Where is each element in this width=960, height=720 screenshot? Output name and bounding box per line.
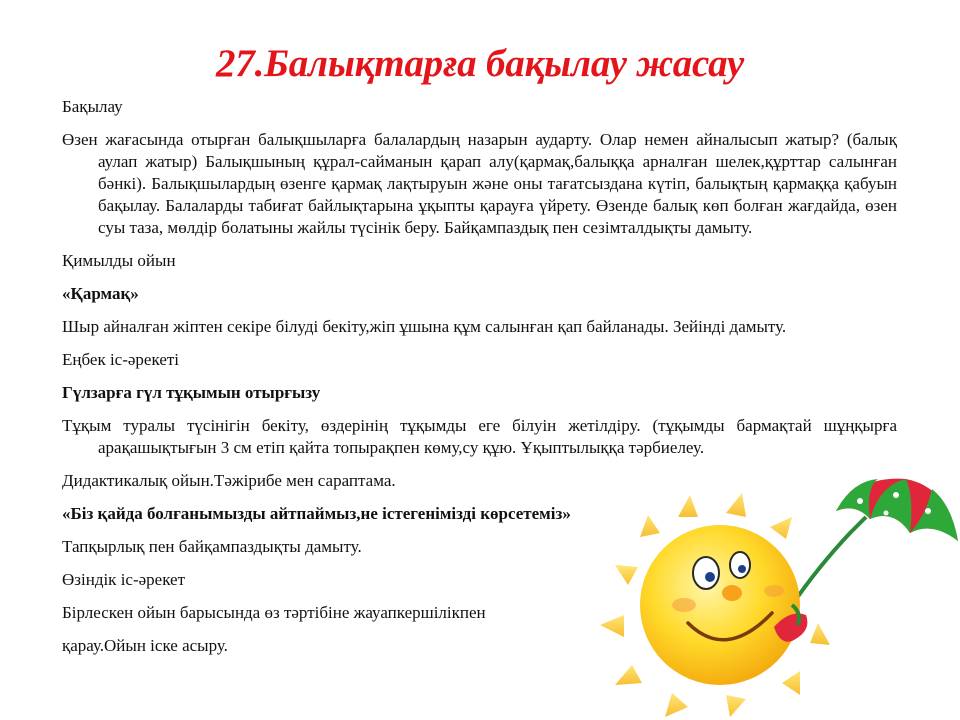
- slide-title: 27.Балықтарға бақылау жасау: [215, 42, 744, 85]
- paragraph-didactic-heading: Дидактикалық ойын.Тәжірибе мен сараптама.: [62, 471, 396, 490]
- umbrella-icon: [836, 479, 958, 541]
- paragraph-independent-text: Бірлескен ойын барысында өз тәртібіне жауапкершілікпен: [62, 603, 486, 622]
- paragraph-independent-text-2: қарау.Ойын іске асыру.: [62, 636, 228, 655]
- paragraph-game-heading: Қимылды ойын: [62, 251, 176, 270]
- sun-face: [640, 525, 800, 685]
- paragraph-work-text: Тұқым туралы түсінігін бекіту, өздерінің тұқымды еге білуін жетілдіру. (тұқымды бармақтай шұңқырға арақашықтығын 3 см етіп қайта топырақпен көму,су құю. Ұқыптылыққа тәрбиелеу.: [62, 416, 897, 457]
- paragraph-observation-text: Өзен жағасында отырған балықшыларға балалардың назарын аударту. Олар немен айналысып жатыр? (балық аулап жатыр) Балықшының құрал-сайманын қарап алу(қармақ,балыққа арналған шелек,құрттар салынған бәнкі). Балықшылардың өзенге қармақ лақтыруын және оны тағатсыздана күтіп, балықтың қармаққа қабуын бақылау. Балаларды табиғат байлықтарына ұқыпты қарауға үйрету. Өзенде балық көп болған жағдайда, өзен суы таза, мөлдір болатыны жайлы түсінік беру. Байқампаздық пен сезімталдықты дамыту.: [62, 130, 897, 237]
- sun-with-umbrella-icon: [560, 455, 960, 720]
- paragraph-didactic-name: «Біз қайда болғанымызды айтпаймыз,не істегенімізді көрсетеміз»: [62, 504, 571, 523]
- paragraph-didactic-text: Тапқырлық пен байқампаздықты дамыту.: [62, 537, 362, 556]
- paragraph-observation-heading: Бақылау: [62, 97, 123, 116]
- paragraph-work-heading: Еңбек іс-әрекеті: [62, 350, 180, 369]
- paragraph-independent-heading: Өзіндік іс-әрекет: [62, 570, 186, 589]
- paragraph-game-name: «Қармақ»: [62, 284, 139, 303]
- paragraph-game-text: Шыр айналған жіптен секіре білуді бекіту,жіп ұшына құм салынған қап байланады. Зейінді дамыту.: [62, 317, 787, 336]
- paragraph-work-name: Гүлзарға гүл тұқымын отырғызу: [62, 383, 321, 402]
